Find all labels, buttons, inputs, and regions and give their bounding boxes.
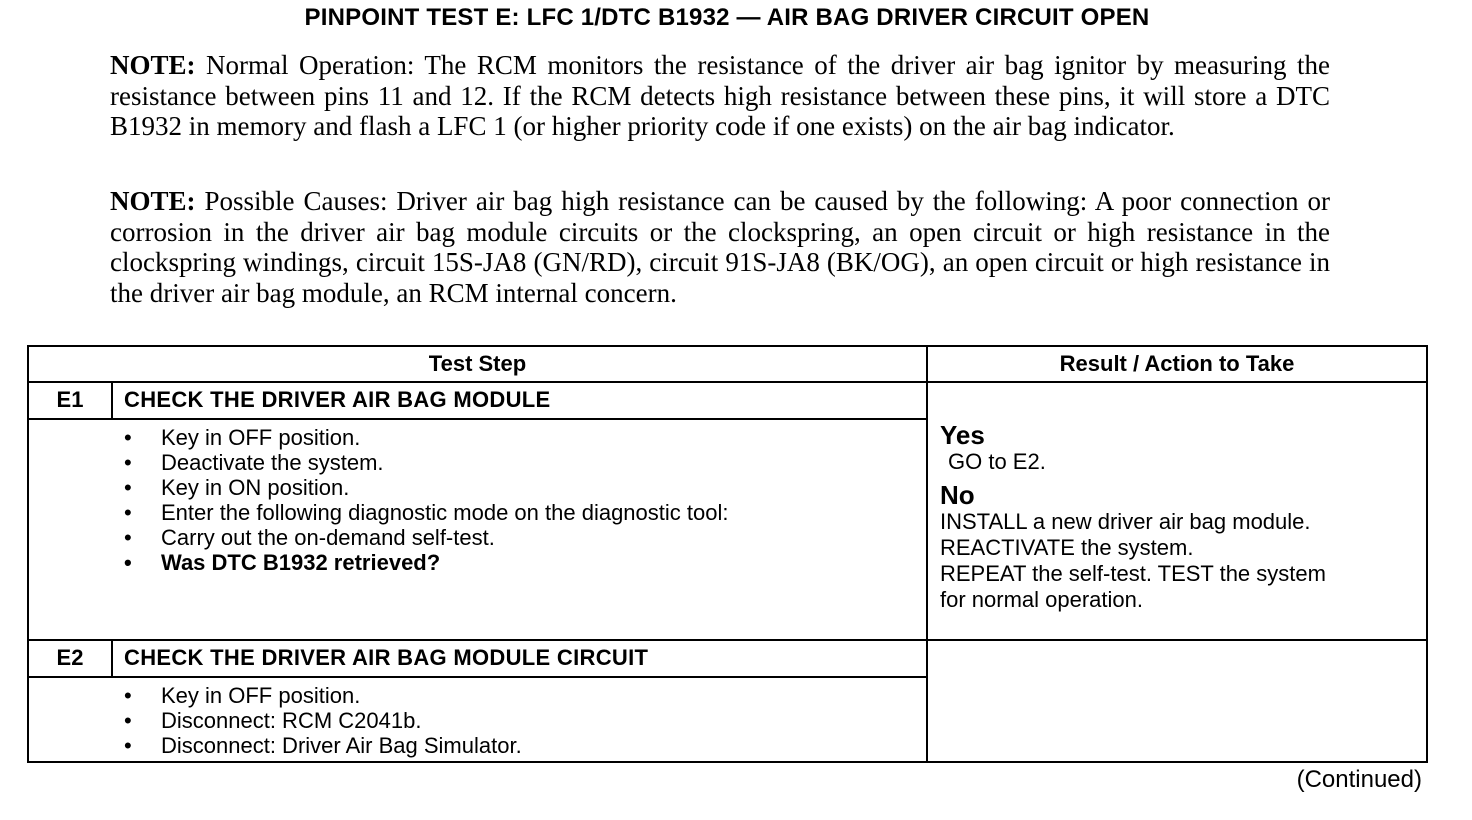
page-title: PINPOINT TEST E: LFC 1/DTC B1932 — AIR BAG DRIVER CIRCUIT OPEN (304, 4, 1150, 31)
step-id-divider (111, 381, 113, 418)
instruction-item: • Enter the following diagnostic mode on the diagnostic tool: (124, 500, 728, 525)
instruction-item: • Key in ON position. (124, 475, 728, 500)
step-title-divider (29, 676, 926, 678)
step-divider (29, 639, 1426, 641)
yes-action: GO to E2. (948, 449, 1046, 474)
step-result (940, 421, 1420, 613)
header-test-step: Test Step (428, 351, 527, 376)
step-id: E1 (56, 387, 84, 412)
continued-label: (Continued) (1296, 766, 1422, 793)
note-text: Normal Operation: The RCM monitors the resistance of the driver air bag ignitor by measuring the resistance between pins 11 and 12. If the RCM detects high resistance between these pins, it will store a DTC B1932 in memory and flash a LFC 1 (or higher priority code if one exists) on the air bag indicator. (110, 50, 1330, 141)
step-title: CHECK THE DRIVER AIR BAG MODULE (124, 387, 551, 412)
step-instructions (124, 683, 522, 758)
instruction-item: • Key in OFF position. (124, 683, 522, 708)
header-divider (29, 381, 1426, 383)
step-instructions (124, 425, 728, 575)
instruction-question: • Was DTC B1932 retrieved? (124, 550, 728, 575)
no-label: No (940, 480, 975, 510)
note-label: NOTE: (110, 50, 196, 80)
note-text: Possible Causes: Driver air bag high resistance can be caused by the following: A poor connection or corrosion in the driver air bag module circuits or the clockspring, an open circuit or high resistance in the clockspring windings, circuit 15S-JA8 (GN/RD), circuit 91S-JA8 (BK/OG), an open circuit or high resistance in the driver air bag module, an RCM internal concern. (110, 186, 1331, 308)
header-result-action: Result / Action to Take (1059, 351, 1295, 376)
instruction-item: • Carry out the on-demand self-test. (124, 525, 728, 550)
step-title: CHECK THE DRIVER AIR BAG MODULE CIRCUIT (124, 645, 649, 670)
no-action: REPEAT the self-test. TEST the system (940, 561, 1326, 586)
no-action: REACTIVATE the system. (940, 535, 1194, 560)
instruction-item: • Deactivate the system. (124, 450, 728, 475)
instruction-item: • Disconnect: RCM C2041b. (124, 708, 522, 733)
column-divider (926, 347, 928, 761)
note-possible-causes (110, 186, 1330, 308)
no-action: INSTALL a new driver air bag module. (940, 509, 1311, 534)
step-id: E2 (56, 645, 84, 670)
note-normal-operation (110, 50, 1330, 142)
step-id-divider (111, 639, 113, 676)
instruction-item: • Disconnect: Driver Air Bag Simulator. (124, 733, 522, 758)
no-action: for normal operation. (940, 587, 1143, 612)
step-title-divider (29, 418, 926, 420)
yes-label: Yes (940, 420, 985, 450)
instruction-item: • Key in OFF position. (124, 425, 728, 450)
pinpoint-test-table (27, 345, 1428, 763)
note-label: NOTE: (110, 186, 196, 216)
